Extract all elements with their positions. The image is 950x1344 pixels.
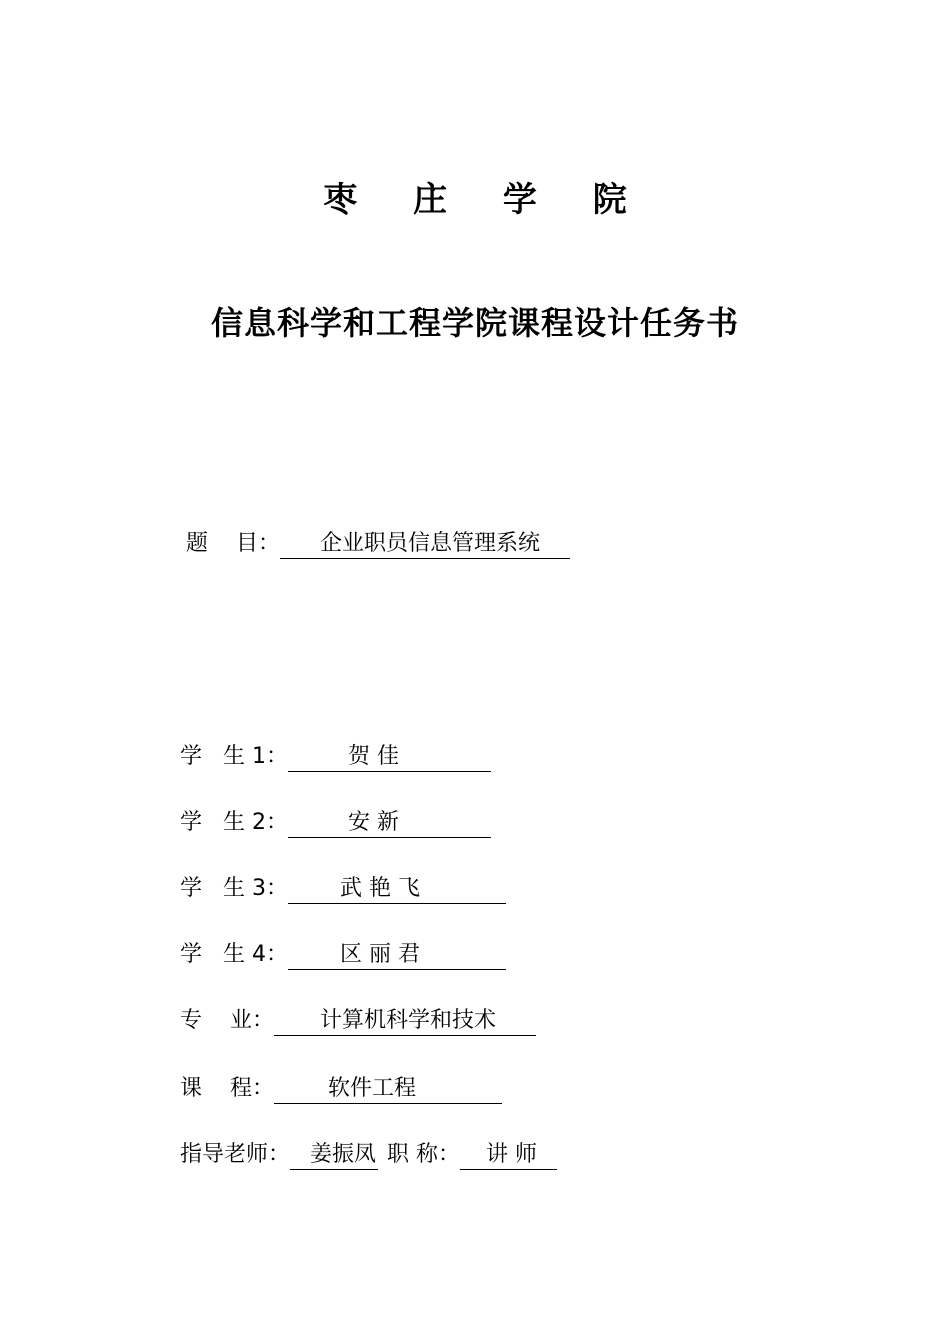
student-2-value: 安 新 — [288, 809, 491, 838]
course-label: 课 程： — [180, 1076, 274, 1101]
advisor-row — [180, 1138, 557, 1172]
student-1-value: 贺 佳 — [288, 743, 491, 772]
advisor-title-label: 职 称： — [387, 1142, 461, 1167]
student-2-label: 学 生 2： — [180, 810, 288, 835]
advisor-label: 指导老师： — [180, 1142, 291, 1167]
topic-label: 题 目： — [186, 531, 280, 556]
student-2-row — [180, 806, 491, 840]
student-3-row — [180, 872, 506, 906]
topic-value: 企业职员信息管理系统 — [280, 530, 570, 559]
student-4-label: 学 生 4： — [180, 942, 288, 967]
student-1-row — [180, 740, 491, 774]
school-name: 枣 庄 学 院 — [323, 180, 649, 220]
major-label: 专 业： — [180, 1008, 274, 1033]
major-row — [180, 1004, 536, 1038]
student-3-label: 学 生 3： — [180, 876, 288, 901]
student-4-row — [180, 938, 506, 972]
advisor-title-value: 讲 师 — [460, 1141, 557, 1170]
major-value: 计算机科学和技术 — [274, 1007, 536, 1036]
topic-row — [186, 527, 570, 561]
student-4-value: 区 丽 君 — [288, 941, 506, 970]
student-3-value: 武 艳 飞 — [288, 875, 506, 904]
advisor-value: 姜振凤 — [290, 1141, 378, 1170]
course-row — [180, 1072, 502, 1106]
course-value: 软件工程 — [274, 1075, 502, 1104]
document-title: 信息科学和工程学院课程设计任务书 — [210, 304, 739, 342]
student-1-label: 学 生 1： — [180, 744, 288, 769]
